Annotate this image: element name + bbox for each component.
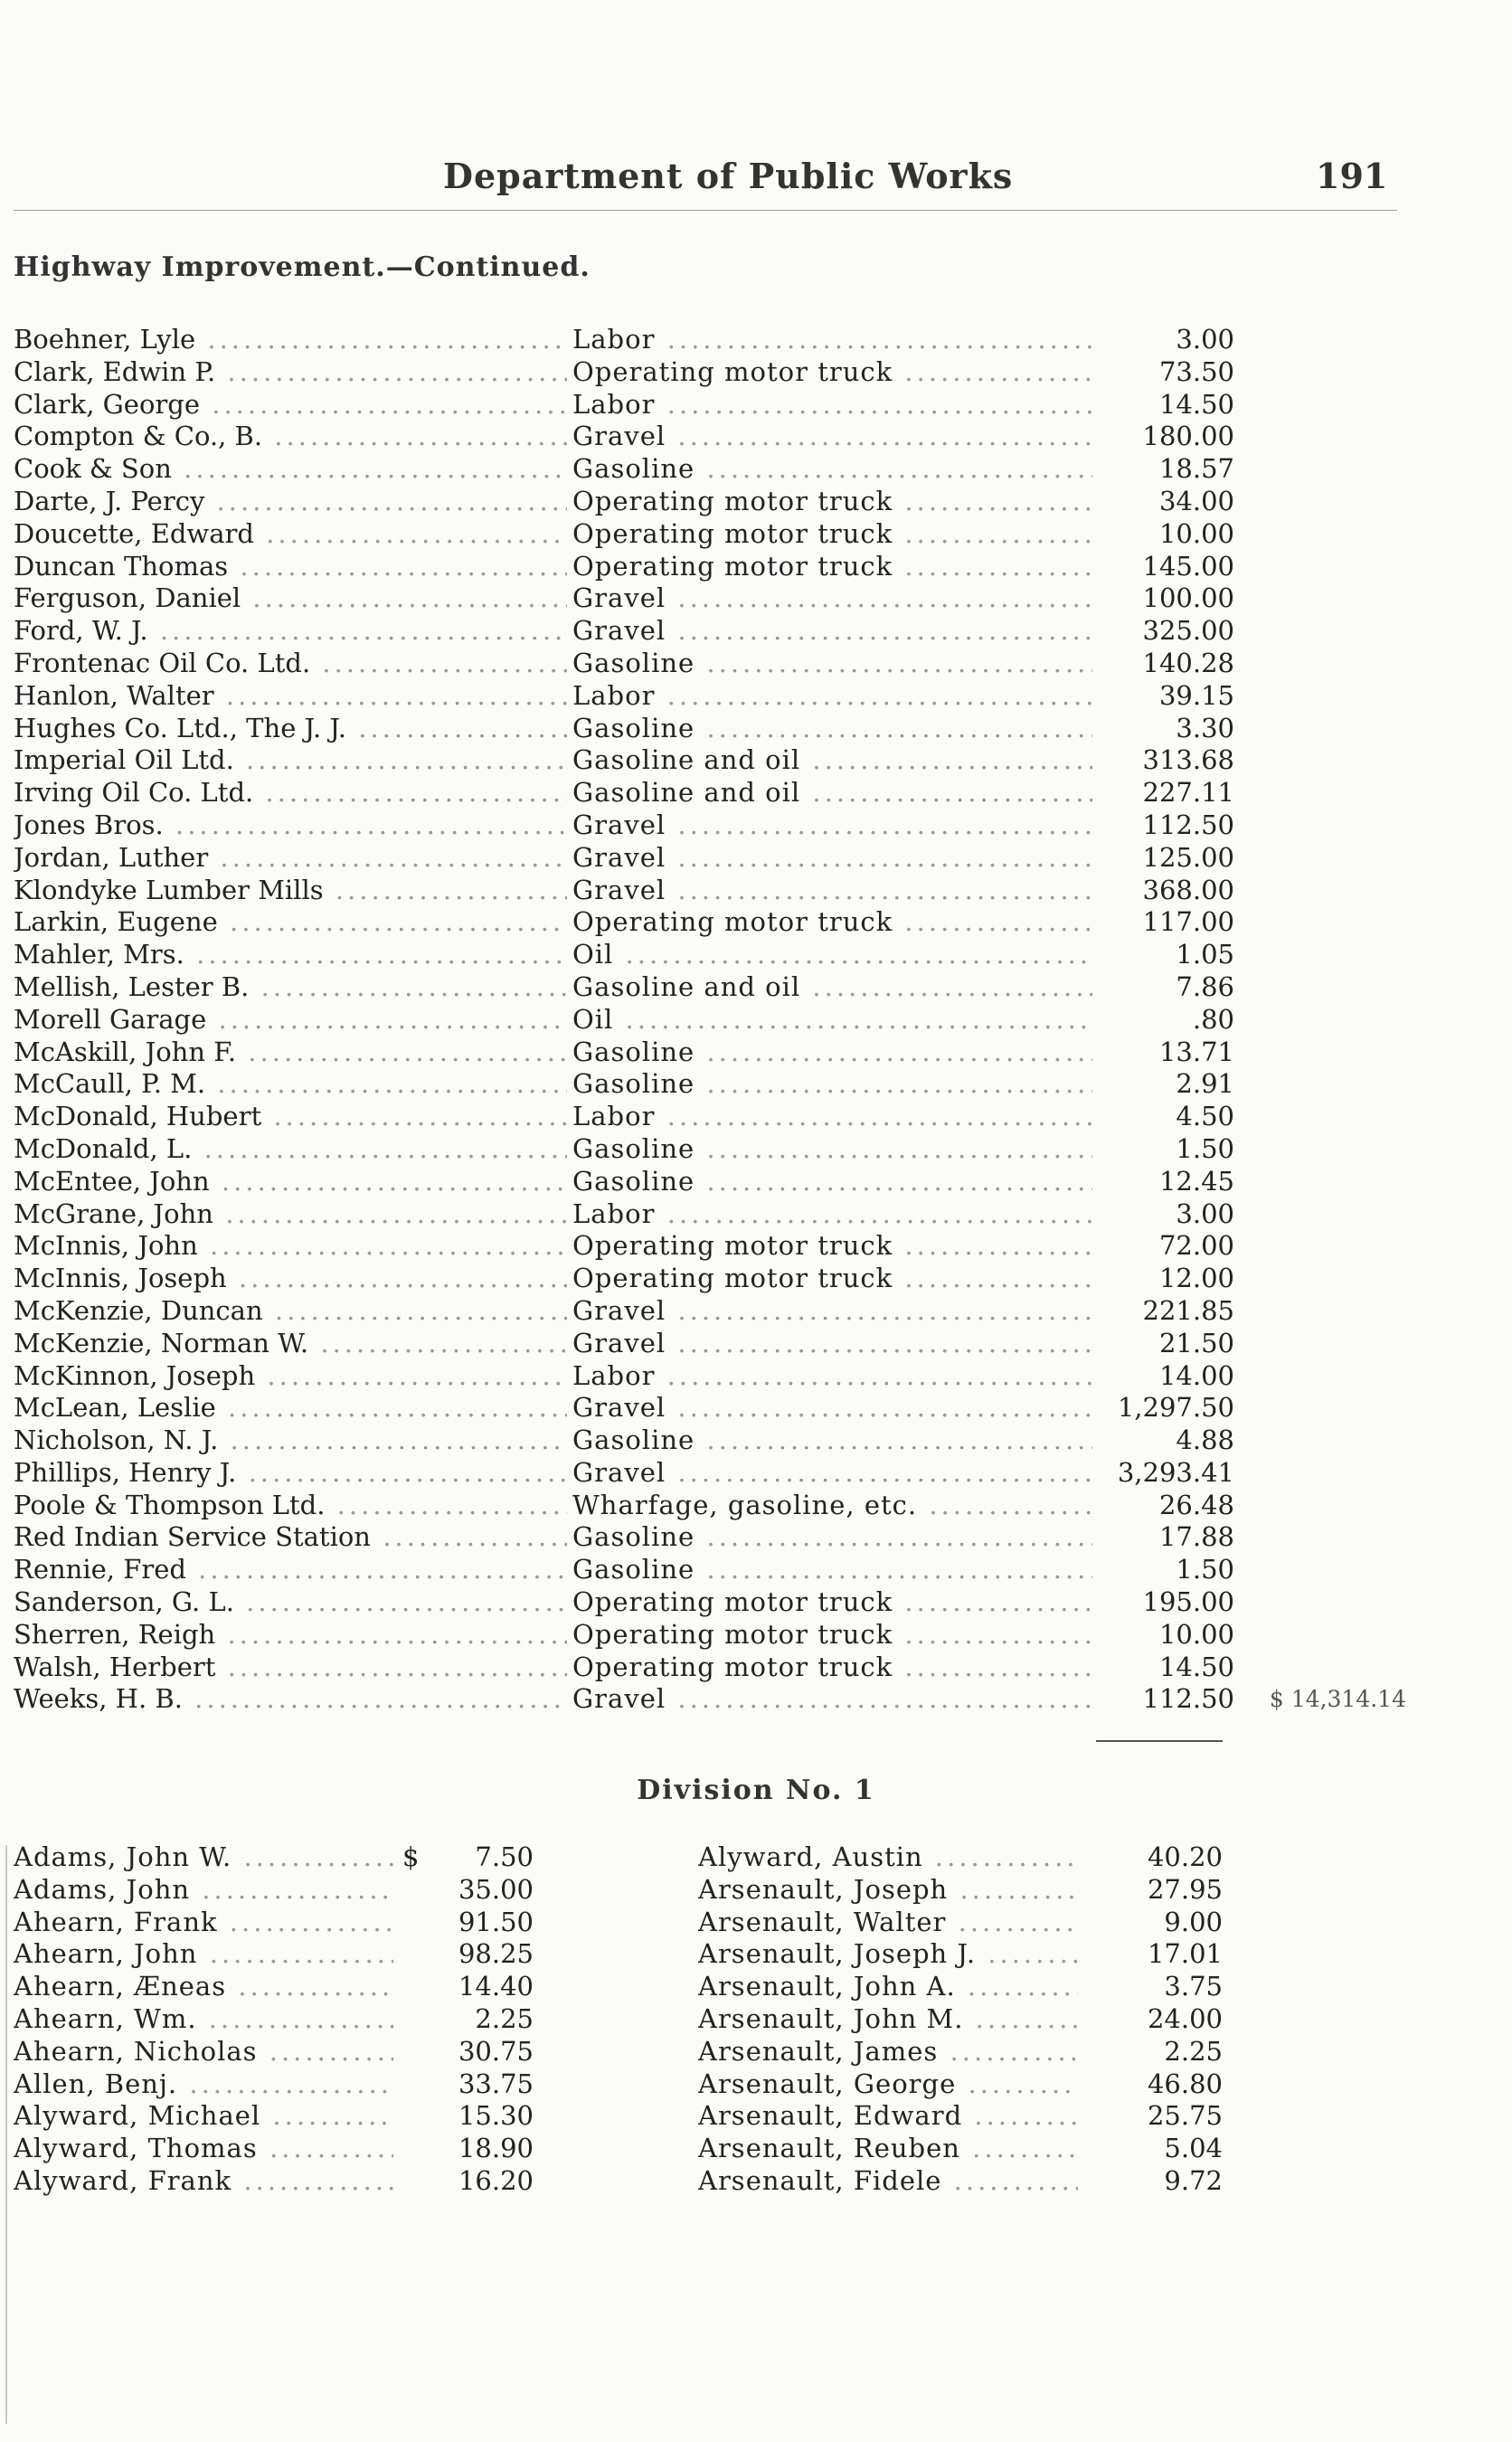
expense-description: Gasoline ..... — [572, 453, 1092, 485]
payee-name: Sherren, Reigh ..... — [14, 1619, 567, 1651]
division-row — [698, 2100, 1223, 2133]
expense-description: Operating motor truck ..... — [572, 1263, 1092, 1294]
expense-amount: 117.00 — [1142, 906, 1234, 938]
page-title: Department of Public Works — [443, 156, 1014, 196]
payee-name: McAskill, John F. ..... — [14, 1036, 567, 1068]
expense-description: Gravel ..... — [572, 582, 1092, 614]
division-row — [698, 1938, 1223, 1971]
expense-amount: 3,293.41 — [1117, 1456, 1234, 1488]
payee-name: McGrane, John ..... — [14, 1198, 567, 1230]
expense-amount: 12.45 — [1158, 1165, 1234, 1197]
expense-amount: 72.00 — [1158, 1230, 1234, 1262]
payee-name: Arsenault, John M. ..... — [698, 2003, 1078, 2035]
expense-amount: 18.57 — [1158, 453, 1234, 485]
payee-name: Red Indian Service Station ..... — [14, 1521, 567, 1553]
ledger-row — [14, 1652, 1406, 1684]
payee-name: Jordan, Luther ..... — [14, 842, 567, 874]
expense-amount: 17.88 — [1158, 1521, 1234, 1553]
payment-amount: 35.00 — [458, 1873, 534, 1905]
expense-amount: 221.85 — [1142, 1294, 1234, 1326]
ledger-row — [14, 1133, 1406, 1166]
payee-name: McKenzie, Norman W. ..... — [14, 1328, 567, 1359]
division-row — [14, 2068, 534, 2101]
division-left-column — [14, 1841, 534, 2198]
payee-name: Arsenault, Walter ..... — [698, 1907, 1078, 1938]
expense-description: Gravel ..... — [572, 809, 1092, 841]
expense-description: Gasoline and oil ..... — [572, 744, 1092, 776]
payee-name: Mahler, Mrs. ..... — [14, 939, 567, 970]
expense-description: Operating motor truck ..... — [572, 1652, 1092, 1683]
expense-description: Gasoline ..... — [572, 1068, 1092, 1100]
expense-description: Operating motor truck ..... — [572, 1230, 1092, 1262]
expense-amount: 2.91 — [1176, 1068, 1234, 1100]
payee-name: Duncan Thomas ..... — [14, 551, 567, 582]
ledger-row — [14, 486, 1406, 518]
section-heading: Highway Improvement.—Continued. — [14, 251, 591, 283]
expense-ledger — [14, 324, 1406, 1716]
payment-amount: 24.00 — [1147, 2002, 1223, 2034]
expense-description: Gasoline ..... — [572, 713, 1092, 744]
payee-name: Imperial Oil Ltd. ..... — [14, 744, 567, 776]
payment-amount: 27.95 — [1147, 1873, 1223, 1905]
payment-amount: 98.25 — [458, 1938, 534, 1970]
expense-description: Operating motor truck ..... — [572, 906, 1092, 938]
payee-name: Hanlon, Walter ..... — [14, 680, 567, 712]
payment-amount: 46.80 — [1147, 2068, 1223, 2099]
payee-name: Alyward, Michael ..... — [14, 2100, 393, 2132]
division-row — [698, 2165, 1223, 2198]
ledger-row — [14, 1004, 1406, 1036]
ledger-row — [14, 809, 1406, 842]
ledger-row — [14, 939, 1406, 971]
expense-description: Gravel ..... — [572, 615, 1092, 647]
payment-amount: 17.01 — [1147, 1938, 1223, 1970]
payee-name: McEntee, John ..... — [14, 1166, 567, 1197]
payment-amount: 16.20 — [458, 2164, 534, 2196]
payment-amount: 3.75 — [1164, 1971, 1223, 2002]
division-row — [698, 1971, 1223, 2003]
ledger-row — [14, 648, 1406, 680]
division-row — [14, 2003, 534, 2036]
payment-amount: 2.25 — [1164, 2035, 1223, 2067]
expense-amount: 313.68 — [1142, 744, 1234, 776]
expense-description: Operating motor truck ..... — [572, 1586, 1092, 1618]
expense-description: Oil ..... — [572, 939, 1092, 970]
expense-description: Oil ..... — [572, 1004, 1092, 1036]
payment-amount: 15.30 — [458, 2100, 534, 2132]
payee-name: Clark, Edwin P. ..... — [14, 356, 567, 388]
payee-name: Darte, J. Percy ..... — [14, 486, 567, 517]
expense-amount: 10.00 — [1158, 517, 1234, 549]
expense-description: Labor ..... — [572, 680, 1092, 712]
page-header — [14, 156, 1397, 211]
payment-amount: 14.40 — [458, 1971, 534, 2002]
expense-description: Gravel ..... — [572, 1683, 1092, 1715]
ledger-row — [14, 1586, 1406, 1619]
ledger-row — [14, 324, 1406, 356]
expense-description: Labor ..... — [572, 1198, 1092, 1230]
expense-amount: 10.00 — [1158, 1618, 1234, 1650]
expense-description: Gravel ..... — [572, 1392, 1092, 1424]
page-margin-line — [5, 1845, 7, 2424]
payment-amount: 91.50 — [458, 1906, 534, 1937]
payee-name: Phillips, Henry J. ..... — [14, 1457, 567, 1489]
payee-name: McKinnon, Joseph ..... — [14, 1360, 567, 1392]
payment-amount: 40.20 — [1147, 1841, 1223, 1872]
ledger-row — [14, 551, 1406, 583]
ledger-row — [14, 518, 1406, 551]
ledger-row — [14, 1198, 1406, 1231]
expense-amount: 7.86 — [1176, 970, 1234, 1002]
payment-amount: 9.72 — [1164, 2164, 1223, 2196]
ledger-row — [14, 1328, 1406, 1360]
expense-amount: 195.00 — [1142, 1586, 1234, 1618]
ledger-row — [14, 1166, 1406, 1198]
expense-description: Gravel ..... — [572, 1295, 1092, 1327]
payee-name: Walsh, Herbert ..... — [14, 1652, 567, 1683]
expense-description: Gravel ..... — [572, 421, 1092, 452]
ledger-row — [14, 842, 1406, 875]
payee-name: Weeks, H. B. ..... — [14, 1683, 567, 1715]
ledger-row — [14, 1360, 1406, 1393]
division-row — [14, 1874, 534, 1907]
payee-name: Ahearn, Frank ..... — [14, 1907, 393, 1938]
payee-name: Adams, John ..... — [14, 1874, 393, 1906]
payee-name: Ahearn, Wm. ..... — [14, 2003, 393, 2035]
payee-name: Ford, W. J. ..... — [14, 615, 567, 647]
expense-amount: 4.50 — [1176, 1101, 1234, 1132]
ledger-row — [14, 356, 1406, 389]
payee-name: Sanderson, G. L. ..... — [14, 1586, 567, 1618]
expense-amount: 3.30 — [1176, 712, 1234, 743]
ledger-row — [14, 1295, 1406, 1328]
payee-name: Arsenault, George ..... — [698, 2068, 1078, 2100]
ledger-row — [14, 713, 1406, 745]
expense-amount: 14.50 — [1158, 388, 1234, 420]
payment-amount: 18.90 — [458, 2133, 534, 2164]
ledger-row — [14, 1068, 1406, 1101]
payment-amount: 30.75 — [458, 2035, 534, 2067]
ledger-row — [14, 1230, 1406, 1263]
division-row — [698, 2003, 1223, 2036]
ledger-row — [14, 1490, 1406, 1522]
expense-description: Gasoline ..... — [572, 1521, 1092, 1553]
ledger-row — [14, 1619, 1406, 1652]
expense-amount: 14.50 — [1158, 1651, 1234, 1682]
expense-amount: 1.50 — [1176, 1554, 1234, 1585]
expense-amount: 1.05 — [1176, 939, 1234, 970]
division-row — [698, 2068, 1223, 2101]
expense-amount: 125.00 — [1142, 841, 1234, 873]
expense-amount: 12.00 — [1158, 1263, 1234, 1294]
payee-name: Alyward, Frank ..... — [14, 2165, 393, 2197]
payee-name: Doucette, Edward ..... — [14, 518, 567, 550]
currency-symbol: $ — [402, 1841, 420, 1872]
payee-name: Alyward, Thomas ..... — [14, 2133, 393, 2164]
expense-amount: 26.48 — [1158, 1489, 1234, 1520]
expense-description: Gravel ..... — [572, 1457, 1092, 1489]
expense-amount: 4.88 — [1176, 1424, 1234, 1456]
payment-amount: 7.50 — [475, 1841, 534, 1872]
expense-amount: 1.50 — [1176, 1132, 1234, 1164]
payee-name: Arsenault, Joseph ..... — [698, 1874, 1078, 1906]
expense-description: Gravel ..... — [572, 875, 1092, 906]
ledger-row — [14, 1554, 1406, 1586]
payee-name: McDonald, Hubert ..... — [14, 1101, 567, 1132]
payee-name: Ahearn, Nicholas ..... — [14, 2036, 393, 2068]
expense-amount: 140.28 — [1142, 647, 1234, 678]
expense-description: Gravel ..... — [572, 842, 1092, 874]
expense-amount: 112.50 — [1142, 1683, 1234, 1715]
payee-name: Ahearn, Æneas ..... — [14, 1971, 393, 2002]
expense-amount: 3.00 — [1176, 1197, 1234, 1229]
ledger-row — [14, 1101, 1406, 1133]
expense-description: Gasoline ..... — [572, 1133, 1092, 1165]
payee-name: Rennie, Fred ..... — [14, 1554, 567, 1585]
payee-name: Jones Bros. ..... — [14, 809, 567, 841]
payee-name: Compton & Co., B. ..... — [14, 421, 567, 452]
page-number: 191 — [1316, 156, 1388, 196]
expense-description: Gasoline ..... — [572, 1554, 1092, 1585]
payee-name: McInnis, John ..... — [14, 1230, 567, 1262]
section-total: $ 14,314.14 — [1269, 1686, 1406, 1713]
expense-amount: 34.00 — [1158, 485, 1234, 516]
payee-name: Clark, George ..... — [14, 389, 567, 421]
expense-description: Labor ..... — [572, 324, 1092, 355]
ledger-row — [14, 1521, 1406, 1554]
payee-name: Irving Oil Co. Ltd. ..... — [14, 777, 567, 809]
payee-name: McCaull, P. M. ..... — [14, 1068, 567, 1100]
ledger-row — [14, 582, 1406, 615]
division-row — [698, 2133, 1223, 2165]
payee-name: Arsenault, Joseph J. ..... — [698, 1938, 1078, 1970]
payee-name: Frontenac Oil Co. Ltd. ..... — [14, 648, 567, 679]
payee-name: Ferguson, Daniel ..... — [14, 582, 567, 614]
expense-amount: 1,297.50 — [1117, 1392, 1234, 1424]
expense-description: Gasoline and oil ..... — [572, 777, 1092, 809]
payee-name: Ahearn, John ..... — [14, 1938, 393, 1970]
division-row — [698, 1841, 1223, 1874]
ledger-row — [14, 906, 1406, 939]
expense-description: Operating motor truck ..... — [572, 518, 1092, 550]
ledger-row — [14, 744, 1406, 777]
expense-amount: 21.50 — [1158, 1327, 1234, 1358]
expense-amount: 14.00 — [1158, 1359, 1234, 1391]
ledger-row — [14, 1457, 1406, 1490]
division-row — [698, 2036, 1223, 2068]
payee-name: Hughes Co. Ltd., The J. J. ..... — [14, 713, 567, 744]
expense-description: Gasoline ..... — [572, 1166, 1092, 1197]
expense-description: Operating motor truck ..... — [572, 486, 1092, 517]
payee-name: Arsenault, Fidele ..... — [698, 2165, 1078, 2197]
division-row — [14, 2036, 534, 2068]
expense-amount: 227.11 — [1142, 777, 1234, 809]
expense-description: Labor ..... — [572, 1360, 1092, 1392]
expense-description: Operating motor truck ..... — [572, 1619, 1092, 1651]
ledger-row — [14, 1424, 1406, 1457]
payee-name: Cook & Son ..... — [14, 453, 567, 485]
total-rule — [1096, 1740, 1223, 1742]
payee-name: McLean, Leslie ..... — [14, 1392, 567, 1424]
division-row — [14, 1841, 534, 1874]
ledger-row — [14, 453, 1406, 486]
payee-name: Alyward, Austin ..... — [698, 1841, 1078, 1873]
expense-amount: 73.50 — [1158, 355, 1234, 387]
expense-description: Gasoline ..... — [572, 648, 1092, 679]
ledger-row — [14, 615, 1406, 648]
expense-amount: 39.15 — [1158, 679, 1234, 711]
division-row — [14, 2165, 534, 2198]
payee-name: McInnis, Joseph ..... — [14, 1263, 567, 1294]
expense-amount: 3.00 — [1176, 324, 1234, 355]
division-row — [14, 1938, 534, 1971]
payee-name: Mellish, Lester B. ..... — [14, 971, 567, 1003]
division-row — [698, 1874, 1223, 1907]
payee-name: Allen, Benj. ..... — [14, 2068, 393, 2100]
payment-amount: 2.25 — [475, 2002, 534, 2034]
expense-description: Gravel ..... — [572, 1328, 1092, 1359]
expense-amount: 13.71 — [1158, 1036, 1234, 1067]
division-row — [14, 2133, 534, 2165]
expense-amount: 100.00 — [1142, 582, 1234, 614]
expense-description: Gasoline ..... — [572, 1424, 1092, 1456]
expense-description: Operating motor truck ..... — [572, 356, 1092, 388]
ledger-row — [14, 971, 1406, 1004]
ledger-row — [14, 875, 1406, 907]
payment-amount: 25.75 — [1147, 2100, 1223, 2132]
division-heading: Division No. 1 — [637, 1775, 875, 1806]
payee-name: Klondyke Lumber Mills ..... — [14, 875, 567, 906]
expense-amount: 180.00 — [1142, 421, 1234, 452]
division-row — [14, 2100, 534, 2133]
ledger-row — [14, 1263, 1406, 1295]
expense-description: Labor ..... — [572, 389, 1092, 421]
payee-name: Arsenault, Edward ..... — [698, 2100, 1078, 2132]
payee-name: Arsenault, James ..... — [698, 2036, 1078, 2068]
expense-description: Wharfage, gasoline, etc. ..... — [572, 1490, 1092, 1521]
payment-amount: 5.04 — [1164, 2133, 1223, 2164]
expense-amount: 368.00 — [1142, 874, 1234, 905]
division-row — [698, 1907, 1223, 1939]
ledger-row — [14, 1683, 1406, 1716]
payee-name: Adams, John W. ..... — [14, 1841, 393, 1873]
ledger-row — [14, 421, 1406, 453]
expense-description: Gasoline and oil ..... — [572, 971, 1092, 1003]
expense-amount: 325.00 — [1142, 615, 1234, 647]
ledger-row — [14, 389, 1406, 421]
payee-name: Poole & Thompson Ltd. ..... — [14, 1490, 567, 1521]
payee-name: McKenzie, Duncan ..... — [14, 1295, 567, 1327]
expense-amount: .80 — [1192, 1003, 1234, 1035]
expense-description: Gasoline ..... — [572, 1036, 1092, 1068]
ledger-row — [14, 777, 1406, 809]
payee-name: Larkin, Eugene ..... — [14, 906, 567, 938]
expense-amount: 112.50 — [1142, 809, 1234, 840]
payee-name: McDonald, L. ..... — [14, 1133, 567, 1165]
division-row — [14, 1907, 534, 1939]
division-row — [14, 1971, 534, 2003]
payee-name: Nicholson, N. J. ..... — [14, 1424, 567, 1456]
ledger-row — [14, 1036, 1406, 1069]
ledger-row — [14, 680, 1406, 713]
payment-amount: 9.00 — [1164, 1906, 1223, 1937]
division-right-column — [698, 1841, 1223, 2198]
expense-amount: 145.00 — [1142, 550, 1234, 582]
payment-amount: 33.75 — [458, 2068, 534, 2099]
payee-name: Arsenault, John A. ..... — [698, 1971, 1078, 2002]
expense-description: Operating motor truck ..... — [572, 551, 1092, 582]
ledger-row — [14, 1392, 1406, 1424]
payee-name: Morell Garage ..... — [14, 1004, 567, 1036]
expense-description: Labor ..... — [572, 1101, 1092, 1132]
payee-name: Boehner, Lyle ..... — [14, 324, 567, 355]
payee-name: Arsenault, Reuben ..... — [698, 2133, 1078, 2164]
